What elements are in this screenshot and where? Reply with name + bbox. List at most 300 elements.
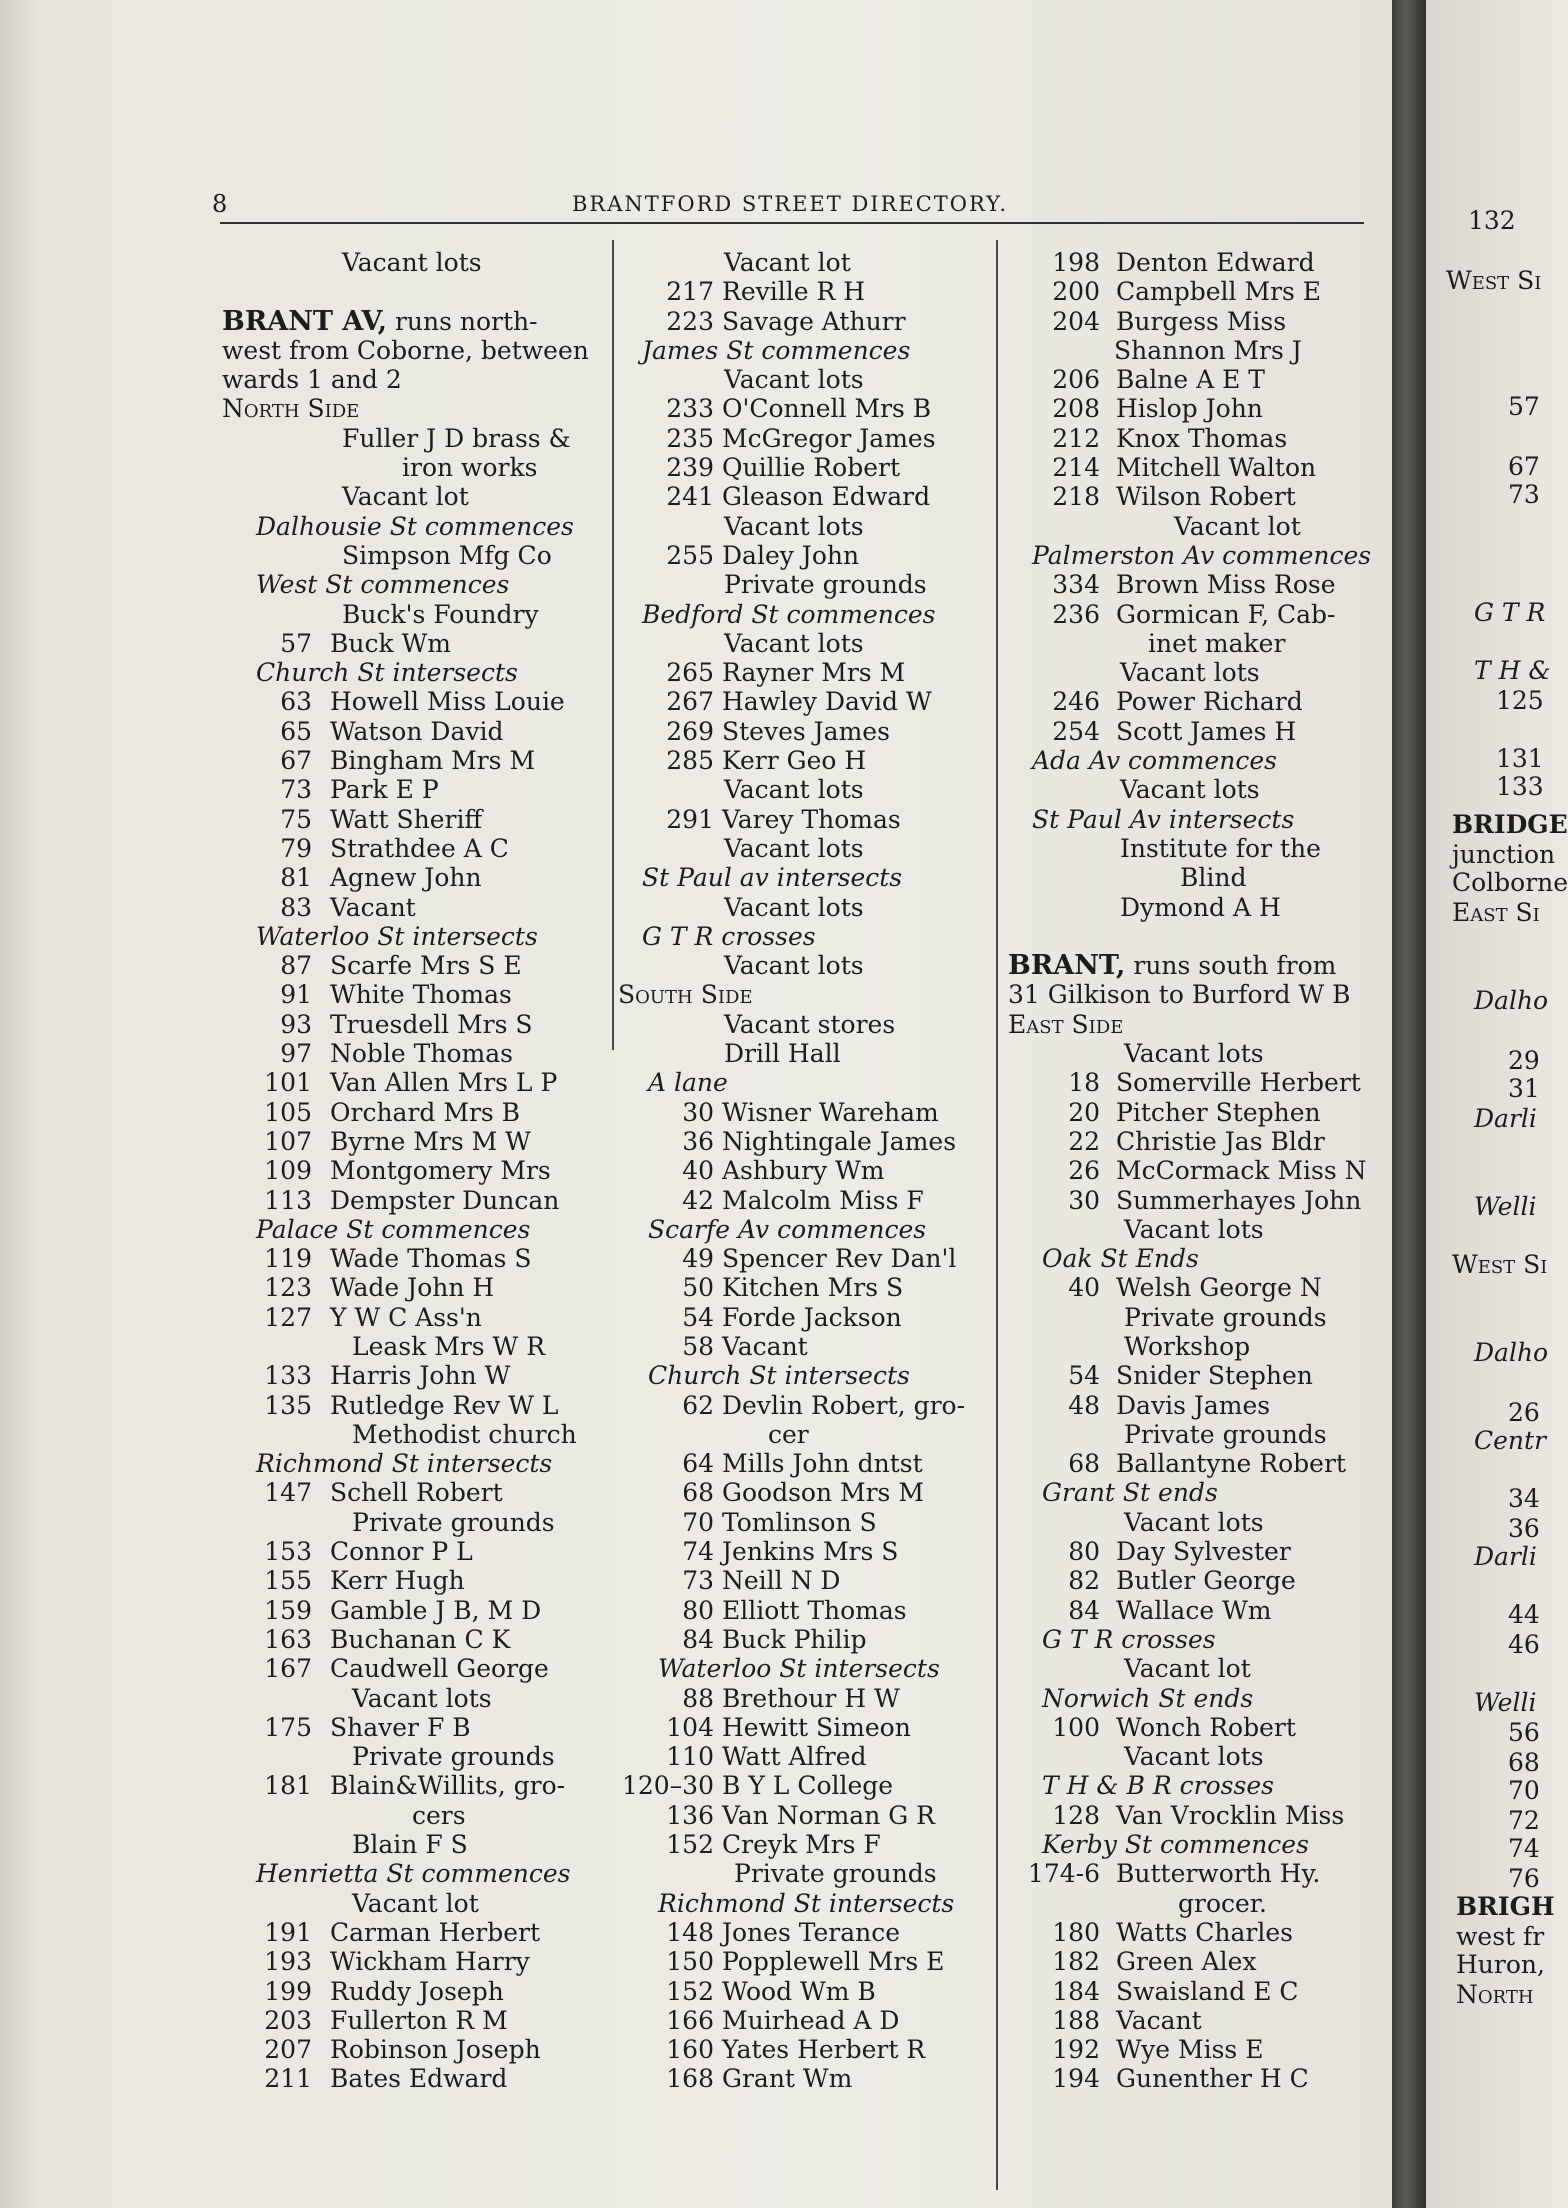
resident-name: Popplewell Mrs E	[722, 1947, 945, 1977]
directory-entry	[618, 746, 998, 775]
spacer	[1008, 922, 1388, 951]
directory-entry	[618, 717, 998, 746]
line-text: Vacant lots	[1120, 775, 1260, 805]
directory-entry	[618, 453, 998, 482]
directory-text	[1008, 1420, 1388, 1449]
cross-street-note	[222, 658, 612, 687]
directory-entry	[222, 1186, 612, 1215]
directory-entry	[1008, 1449, 1388, 1478]
line-text: Ada Av commences	[1032, 746, 1278, 776]
house-number: 214	[1052, 453, 1100, 483]
house-number: 109	[264, 1156, 312, 1186]
line-text: Grant St ends	[1042, 1478, 1218, 1508]
directory-entry	[1008, 1977, 1388, 2006]
directory-text	[222, 1801, 612, 1830]
house-number: 155	[264, 1566, 312, 1596]
resident-name: Agnew John	[330, 863, 482, 893]
directory-entry	[222, 1771, 612, 1800]
directory-entry	[1008, 307, 1388, 336]
directory-entry	[618, 1391, 998, 1420]
directory-text	[222, 1742, 612, 1771]
line-text: Drill Hall	[724, 1039, 841, 1069]
house-number: 81	[280, 863, 312, 893]
resident-name: Truesdell Mrs S	[330, 1009, 533, 1039]
directory-text	[222, 424, 612, 453]
resident-name: Wilson Robert	[1116, 482, 1296, 512]
line-text: Vacant lot	[1174, 511, 1301, 541]
directory-entry	[618, 1713, 998, 1742]
directory-entry	[1008, 1859, 1388, 1888]
facing-page-text: BRIDGE	[1452, 810, 1568, 839]
directory-text	[1008, 1303, 1388, 1332]
resident-name: Denton Edward	[1116, 248, 1315, 277]
directory-entry	[618, 1098, 998, 1127]
line-text: Vacant lots	[724, 775, 864, 805]
resident-name: Jenkins Mrs S	[722, 1537, 899, 1567]
directory-entry	[618, 1449, 998, 1478]
resident-name: Howell Miss Louie	[330, 687, 565, 717]
resident-name: Day Sylvester	[1116, 1537, 1291, 1567]
directory-entry	[222, 1625, 612, 1654]
page-number: 8	[212, 190, 228, 218]
directory-entry	[1008, 1596, 1388, 1625]
resident-name: Noble Thomas	[330, 1039, 513, 1069]
house-number: 18	[1068, 1068, 1100, 1098]
house-number: 84	[1068, 1595, 1100, 1625]
directory-entry	[618, 1244, 998, 1273]
resident-name: Dempster Duncan	[330, 1185, 560, 1215]
resident-name: Muirhead A D	[722, 2005, 900, 2035]
line-text: Vacant lots	[1124, 1214, 1264, 1244]
resident-name: Vacant	[330, 892, 416, 922]
line-text: Institute for the	[1120, 833, 1321, 863]
resident-name: Goodson Mrs M	[722, 1478, 924, 1508]
facing-page-fragment	[1426, 0, 1568, 2208]
house-number: 269	[666, 716, 714, 746]
house-number: 79	[280, 833, 312, 863]
house-number: 87	[280, 951, 312, 981]
house-number: 246	[1052, 687, 1100, 717]
directory-entry	[222, 1273, 612, 1302]
resident-name: Spencer Rev Dan'l	[722, 1244, 957, 1274]
resident-name: Quillie Robert	[722, 453, 900, 483]
page-header	[212, 190, 1364, 220]
cross-street-note	[1008, 1625, 1388, 1654]
directory-text	[222, 1332, 612, 1361]
house-number: 120–30	[621, 1771, 714, 1801]
directory-entry	[1008, 1273, 1388, 1302]
line-text: Vacant lots	[724, 365, 864, 395]
resident-name: Byrne Mrs M W	[330, 1126, 531, 1156]
resident-name: Somerville Herbert	[1116, 1068, 1361, 1098]
line-text: Waterloo St intersects	[658, 1654, 940, 1684]
directory-text	[222, 248, 612, 277]
directory-text	[618, 1010, 998, 1039]
house-number: 136	[666, 1800, 714, 1830]
resident-name: Campbell Mrs E	[1116, 277, 1322, 307]
resident-name: Hawley David W	[722, 687, 932, 717]
line-text: Vacant lot	[1124, 1654, 1251, 1684]
resident-name: Wonch Robert	[1116, 1712, 1296, 1742]
directory-entry	[222, 863, 612, 892]
line-text: South Side	[618, 980, 753, 1010]
cross-street-note	[618, 1068, 998, 1097]
column-divider	[612, 240, 614, 1050]
line-text: inet maker	[1148, 628, 1286, 658]
directory-text	[1008, 1215, 1388, 1244]
house-number: 74	[682, 1537, 714, 1567]
line-text: Bedford St commences	[642, 599, 936, 629]
directory-text	[222, 1420, 612, 1449]
house-number: 199	[264, 1976, 312, 2006]
resident-name: Schell Robert	[330, 1478, 503, 1508]
directory-entry	[222, 775, 612, 804]
resident-name: Forde Jackson	[722, 1302, 902, 1332]
house-number: 159	[264, 1595, 312, 1625]
facing-page-text: T H &	[1474, 656, 1551, 685]
line-text: Vacant lots	[724, 951, 864, 981]
resident-name: Reville R H	[722, 277, 866, 307]
spacer	[222, 277, 612, 306]
resident-name: Christie Jas Bldr	[1116, 1126, 1325, 1156]
resident-name: O'Connell Mrs B	[722, 394, 932, 424]
directory-entry	[618, 1977, 998, 2006]
facing-page-text: junction	[1452, 840, 1556, 869]
cross-street-note	[1008, 805, 1388, 834]
resident-name: Watt Alfred	[722, 1742, 867, 1772]
line-text: Vacant lots	[342, 248, 482, 277]
directory-entry	[222, 2064, 612, 2093]
house-number: 57	[280, 628, 312, 658]
line-text: Private grounds	[734, 1859, 937, 1889]
resident-name: Y W C Ass'n	[330, 1302, 482, 1332]
directory-entry	[618, 307, 998, 336]
side-label	[618, 980, 998, 1009]
directory-text	[618, 365, 998, 394]
house-number: 26	[1068, 1156, 1100, 1186]
directory-entry	[1008, 2064, 1388, 2093]
resident-name: Van Vrocklin Miss	[1116, 1800, 1345, 1830]
house-number: 68	[682, 1478, 714, 1508]
resident-name: Burgess Miss	[1116, 306, 1287, 336]
facing-page-text: Darli	[1474, 1542, 1537, 1571]
resident-name: Shaver F B	[330, 1712, 471, 1742]
line-text: Private grounds	[352, 1742, 555, 1772]
resident-name: Van Allen Mrs L P	[330, 1068, 558, 1098]
line-text: West St commences	[256, 570, 510, 600]
directory-entry	[222, 1391, 612, 1420]
house-number: 42	[682, 1185, 714, 1215]
house-number: 182	[1052, 1947, 1100, 1977]
line-text: Oak St Ends	[1042, 1244, 1199, 1274]
house-number: 127	[264, 1302, 312, 1332]
directory-text	[222, 541, 612, 570]
facing-page-text: G T R	[1474, 598, 1546, 627]
house-number: 206	[1052, 365, 1100, 395]
directory-entry	[618, 1918, 998, 1947]
resident-name: Bingham Mrs M	[330, 746, 536, 776]
facing-page-text: 57	[1508, 392, 1540, 421]
house-number: 49	[682, 1244, 714, 1274]
directory-entry	[222, 1566, 612, 1595]
facing-page-text: 73	[1508, 480, 1540, 509]
directory-entry	[222, 1156, 612, 1185]
line-text: Workshop	[1124, 1331, 1251, 1361]
directory-text	[222, 453, 612, 482]
directory-entry	[618, 805, 998, 834]
directory-entry	[222, 1244, 612, 1273]
street-description: runs south from	[1125, 951, 1337, 981]
house-number: 291	[666, 804, 714, 834]
facing-page-text: Colborne	[1452, 868, 1568, 897]
resident-name: Gunenther H C	[1116, 2064, 1309, 2094]
directory-entry	[1008, 1127, 1388, 1156]
line-text: Scarfe Av commences	[648, 1214, 927, 1244]
resident-name: Green Alex	[1116, 1947, 1257, 1977]
directory-entry	[1008, 1391, 1388, 1420]
directory-text	[1008, 863, 1388, 892]
directory-entry	[618, 2006, 998, 2035]
resident-name: Montgomery Mrs	[330, 1156, 551, 1186]
resident-name: Welsh George N	[1116, 1273, 1322, 1303]
facing-page-text: 68	[1508, 1748, 1540, 1777]
side-label	[222, 394, 612, 423]
cross-street-note	[1008, 1830, 1388, 1859]
directory-entry	[1008, 365, 1388, 394]
line-text: iron works	[402, 453, 538, 483]
house-number: 100	[1052, 1712, 1100, 1742]
directory-entry	[618, 1156, 998, 1185]
directory-text	[1008, 512, 1388, 541]
facing-page-text: 56	[1508, 1718, 1540, 1747]
directory-entry	[1008, 600, 1388, 629]
line-text: Vacant lots	[724, 628, 864, 658]
house-number: 188	[1052, 2005, 1100, 2035]
house-number: 181	[264, 1771, 312, 1801]
resident-name: Kerr Hugh	[330, 1566, 465, 1596]
cross-street-note	[222, 570, 612, 599]
directory-entry	[618, 1801, 998, 1830]
directory-entry	[618, 1596, 998, 1625]
directory-entry	[222, 1098, 612, 1127]
directory-text	[618, 570, 998, 599]
house-number: 97	[280, 1039, 312, 1069]
resident-name: Devlin Robert, gro-	[722, 1390, 966, 1420]
house-number: 123	[264, 1273, 312, 1303]
resident-name: White Thomas	[330, 980, 512, 1010]
resident-name: Fullerton R M	[330, 2005, 508, 2035]
house-number: 193	[264, 1947, 312, 1977]
directory-entry	[222, 834, 612, 863]
page-title: BRANTFORD STREET DIRECTORY.	[572, 192, 1009, 216]
house-number: 54	[682, 1302, 714, 1332]
directory-entry	[1008, 1947, 1388, 1976]
directory-entry	[1008, 1098, 1388, 1127]
resident-name: Wood Wm B	[722, 1976, 876, 2006]
directory-entry	[1008, 277, 1388, 306]
column-divider	[996, 240, 998, 2190]
resident-name: Buck Wm	[330, 628, 451, 658]
directory-text	[618, 1420, 998, 1449]
house-number: 50	[682, 1273, 714, 1303]
line-text: Church St intersects	[648, 1361, 910, 1391]
resident-name: Tomlinson S	[722, 1507, 877, 1537]
resident-name: Buck Philip	[722, 1624, 867, 1654]
house-number: 239	[666, 453, 714, 483]
directory-entry	[1008, 1186, 1388, 1215]
resident-name: Rayner Mrs M	[722, 658, 906, 688]
line-text: Leask Mrs W R	[352, 1331, 546, 1361]
cross-street-note	[618, 1361, 998, 1390]
directory-text	[1008, 658, 1388, 687]
line-text: Buck's Foundry	[342, 599, 539, 629]
directory-entry	[618, 658, 998, 687]
house-number: 152	[666, 1976, 714, 2006]
directory-entry	[222, 980, 612, 1009]
line-text: Blain F S	[352, 1830, 468, 1860]
house-number: 223	[666, 306, 714, 336]
house-number: 267	[666, 687, 714, 717]
directory-entry	[222, 1654, 612, 1683]
line-text: Vacant lots	[1124, 1742, 1264, 1772]
directory-entry	[618, 1625, 998, 1654]
facing-page-text: 74	[1508, 1834, 1540, 1863]
resident-name: Jones Terance	[722, 1917, 901, 1947]
directory-entry	[222, 1068, 612, 1097]
line-text: Vacant lots	[1120, 658, 1260, 688]
facing-page-text: West Si	[1452, 1250, 1548, 1279]
resident-name: Butler George	[1116, 1566, 1296, 1596]
directory-entry	[618, 1771, 998, 1800]
directory-entry	[1008, 1068, 1388, 1097]
resident-name: Van Norman G R	[722, 1800, 935, 1830]
house-number: 93	[280, 1009, 312, 1039]
directory-entry	[618, 1684, 998, 1713]
directory-entry	[618, 1478, 998, 1507]
line-text: North Side	[222, 394, 360, 424]
house-number: 70	[682, 1507, 714, 1537]
house-number: 64	[682, 1449, 714, 1479]
line-text: Vacant lots	[724, 892, 864, 922]
resident-name: Davis James	[1116, 1390, 1271, 1420]
facing-page-text: 125	[1496, 686, 1544, 715]
resident-name: Robinson Joseph	[330, 2035, 541, 2065]
directory-entry	[1008, 2035, 1388, 2064]
house-number: 285	[666, 746, 714, 776]
directory-entry	[222, 1977, 612, 2006]
house-number: 334	[1052, 570, 1100, 600]
house-number: 198	[1052, 248, 1100, 277]
house-number: 150	[666, 1947, 714, 1977]
header-rule	[220, 222, 1364, 224]
line-text: A lane	[648, 1068, 728, 1098]
resident-name: Snider Stephen	[1116, 1361, 1313, 1391]
house-number: 133	[264, 1361, 312, 1391]
line-text: Private grounds	[1124, 1419, 1327, 1449]
directory-entry	[222, 2006, 612, 2035]
directory-entry	[1008, 453, 1388, 482]
house-number: 82	[1068, 1566, 1100, 1596]
house-number: 40	[1068, 1273, 1100, 1303]
house-number: 107	[264, 1126, 312, 1156]
directory-entry	[1008, 424, 1388, 453]
directory-entry	[1008, 1713, 1388, 1742]
resident-name: Kitchen Mrs S	[722, 1273, 904, 1303]
line-text: Waterloo St intersects	[256, 921, 538, 951]
directory-entry	[222, 893, 612, 922]
resident-name: Malcolm Miss F	[722, 1185, 924, 1215]
resident-name: Wisner Wareham	[722, 1097, 939, 1127]
line-text: Private grounds	[724, 570, 927, 600]
directory-entry	[1008, 2006, 1388, 2035]
line-text: T H & B R crosses	[1042, 1771, 1274, 1801]
resident-name: Harris John W	[330, 1361, 511, 1391]
directory-text	[618, 512, 998, 541]
resident-name: Bates Edward	[330, 2064, 508, 2094]
house-number: 194	[1052, 2064, 1100, 2094]
directory-text	[1008, 336, 1388, 365]
house-number: 91	[280, 980, 312, 1010]
cross-street-note	[1008, 541, 1388, 570]
facing-page-text: Huron,	[1456, 1950, 1545, 1979]
cross-street-note	[1008, 1771, 1388, 1800]
house-number: 113	[264, 1185, 312, 1215]
directory-entry	[222, 746, 612, 775]
directory-entry	[1008, 1801, 1388, 1830]
directory-entry	[618, 1127, 998, 1156]
facing-page-text: 131	[1496, 744, 1544, 773]
resident-name: Wickham Harry	[330, 1947, 530, 1977]
house-number: 68	[1068, 1449, 1100, 1479]
house-number: 241	[666, 482, 714, 512]
line-text: cers	[412, 1800, 466, 1830]
line-text: Fuller J D brass &	[342, 423, 571, 453]
line-text: St Paul av intersects	[642, 863, 903, 893]
facing-page-text: 132	[1468, 206, 1516, 235]
resident-name: Watt Sheriff	[330, 804, 483, 834]
resident-name: Ballantyne Robert	[1116, 1449, 1346, 1479]
resident-name: Elliott Thomas	[722, 1595, 907, 1625]
resident-name: Rutledge Rev W L	[330, 1390, 559, 1420]
directory-entry	[618, 1830, 998, 1859]
house-number: 233	[666, 394, 714, 424]
line-text: St Paul Av intersects	[1032, 804, 1295, 834]
facing-page-text: 70	[1508, 1776, 1540, 1805]
directory-entry	[1008, 1361, 1388, 1390]
line-text: Shannon Mrs J	[1114, 335, 1302, 365]
resident-name: Wade John H	[330, 1273, 495, 1303]
house-number: 63	[280, 687, 312, 717]
line-text: Vacant lot	[342, 482, 469, 512]
directory-text	[222, 1508, 612, 1537]
directory-entry	[1008, 1918, 1388, 1947]
resident-name: Orchard Mrs B	[330, 1097, 521, 1127]
house-number: 255	[666, 540, 714, 570]
house-number: 203	[264, 2005, 312, 2035]
line-text: Private grounds	[352, 1507, 555, 1537]
directory-text	[1008, 775, 1388, 804]
house-number: 110	[666, 1742, 714, 1772]
cross-street-note	[222, 1449, 612, 1478]
directory-entry	[222, 1010, 612, 1039]
line-text: G T R crosses	[642, 921, 816, 951]
house-number: 163	[264, 1624, 312, 1654]
house-number: 191	[264, 1917, 312, 1947]
house-number: 80	[1068, 1537, 1100, 1567]
directory-entry	[618, 1303, 998, 1332]
directory-entry	[618, 277, 998, 306]
cross-street-note	[1008, 1478, 1388, 1507]
